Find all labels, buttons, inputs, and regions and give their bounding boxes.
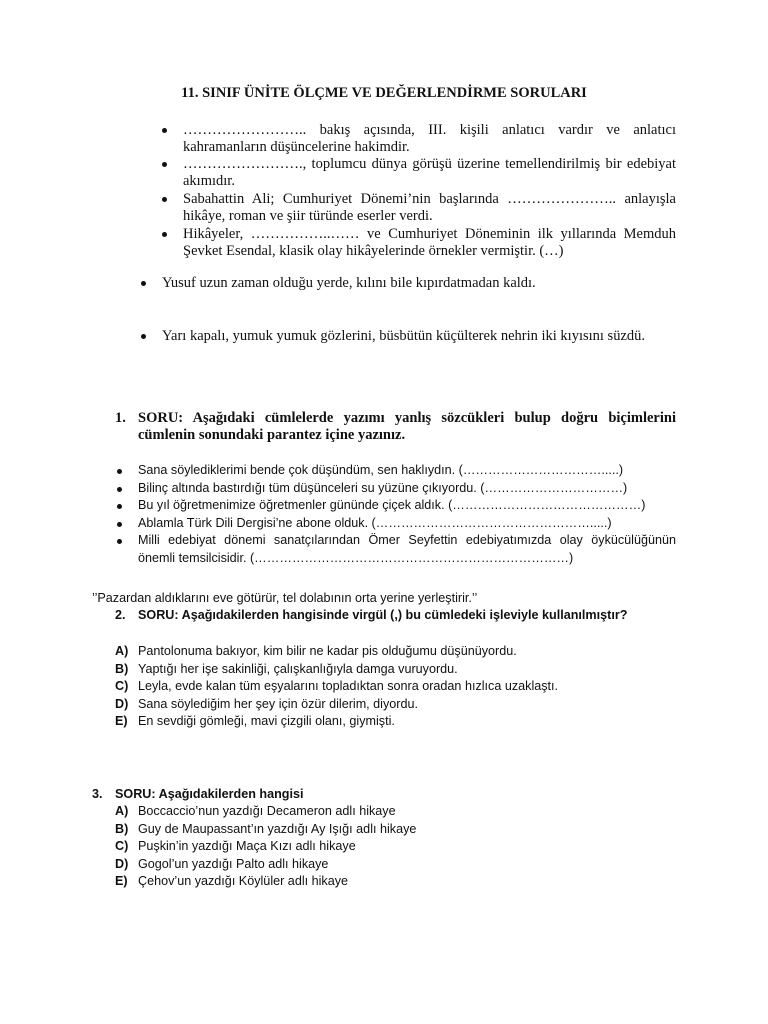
question-number: 3. [92,787,103,801]
list-item: Sabahattin Ali; Cumhuriyet Dönemi’nin başlarında ………………….. anlayışla hikâye, roman ve şiir türünde eserler verdi. [183,191,676,226]
q3-options [115,803,715,891]
option-c[interactable]: C) Puşkin’in yazdığı Maça Kızı adlı hikaye [115,839,356,853]
fill-in-list [183,122,676,260]
option-b[interactable]: B) Yaptığı her işe sakinliği, çalışkanlığıyla damga vuruyordu. [115,661,458,676]
bullet-icon [117,522,122,527]
question-2 [115,607,715,625]
bullet-icon [162,232,167,237]
list-item: Milli edebiyat dönemi sanatçılarından Ömer Seyfettin edebiyatımızda olay öykücülüğünün önemli temsilcisidir. (…………………………………………………………………) [138,532,676,567]
bullet-icon [117,539,122,544]
bullet-icon [141,334,146,339]
list-item: Ablamla Türk Dili Dergisi’ne abone olduk. (…………………………………………….....) [138,515,676,533]
option-b[interactable]: B) Guy de Maupassant’ın yazdığı Ay Işığı adlı hikaye [115,821,417,836]
bullet-icon [117,487,122,492]
option-d[interactable]: D) Sana söylediğim her şey için özür dilerim, diyordu. [115,696,418,711]
bullet-icon [162,197,167,202]
list-item: Sana söylediklerimi bende çok düşündüm, sen haklıydın. (…………………………….....) [138,462,676,480]
page-title: 11. SINIF ÜNİTE ÖLÇME VE DEĞERLENDİRME SORULARI [181,85,587,101]
option-d[interactable]: D) Gogol’un yazdığı Palto adlı hikaye [115,856,329,871]
list-item: ……………………., toplumcu dünya görüşü üzerine temellendirilmiş bir edebiyat akımıdır. [183,156,676,191]
question-1 [115,410,676,444]
q1-items [138,462,676,567]
question-number: 2. [115,608,126,622]
q2-options [115,643,715,731]
question-text: SORU: Aşağıdakilerden hangisinde virgül (,) bu cümledeki işleviyle kullanılmıştır? [138,608,628,622]
question-text: SORU: Aşağıdaki cümlelerde yazımı yanlış sözcükleri bulup doğru biçimlerini cümlenin sonundaki parantez içine yazınız. [138,410,676,443]
option-e[interactable]: E) Çehov’un yazdığı Köylüler adlı hikaye [115,874,349,888]
option-c[interactable]: C) Leyla, evde kalan tüm eşyalarını topladıktan sonra oradan hızlıca uzaklaştı. [115,679,559,693]
bullet-icon [117,469,122,474]
bullet-icon [141,281,146,286]
option-e[interactable]: E) En sevdiği gömleği, mavi çizgili olanı, giymişti. [115,714,395,728]
question-number: 1. [115,410,126,426]
question-text: SORU: Aşağıdakilerden hangisi [115,787,304,801]
option-a[interactable]: A) Boccaccio’nun yazdığı Decameron adlı hikaye [115,804,396,818]
list-item: Bu yıl öğretmenimize öğretmenler gününde çiçek aldık. (………………………………………) [138,497,676,515]
q2-quote: ’’Pazardan aldıklarını eve götürür, tel dolabının orta yerine yerleştirir.’’ [92,591,478,605]
sentence-1: Yusuf uzun zaman olduğu yerde, kılını bile kıpırdatmadan kaldı. [162,275,676,292]
list-item: Bilinç altında bastırdığı tüm düşünceleri su yüzüne çıkıyordu. (……………………………) [138,480,676,498]
list-item: …………………….. bakış açısında, III. kişili anlatıcı vardır ve anlatıcı kahramanların düşüncelerine hakimdir. [183,122,676,156]
option-a[interactable]: A) Pantolonuma bakıyor, kim bilir ne kadar pis olduğumu düşünüyordu. [115,644,517,658]
bullet-icon [162,128,167,133]
question-3 [92,786,692,804]
bullet-icon [117,504,122,509]
list-item: Hikâyeler, ……………..…… ve Cumhuriyet Döneminin ilk yıllarında Memduh Şevket Esendal, klasik olay hikâyelerinde örnekler vermiştir. (…) [183,226,676,260]
bullet-icon [162,162,167,167]
sentence-2: Yarı kapalı, yumuk yumuk gözlerini, büsbütün küçülterek nehrin iki kıyısını süzdü. [162,328,676,345]
